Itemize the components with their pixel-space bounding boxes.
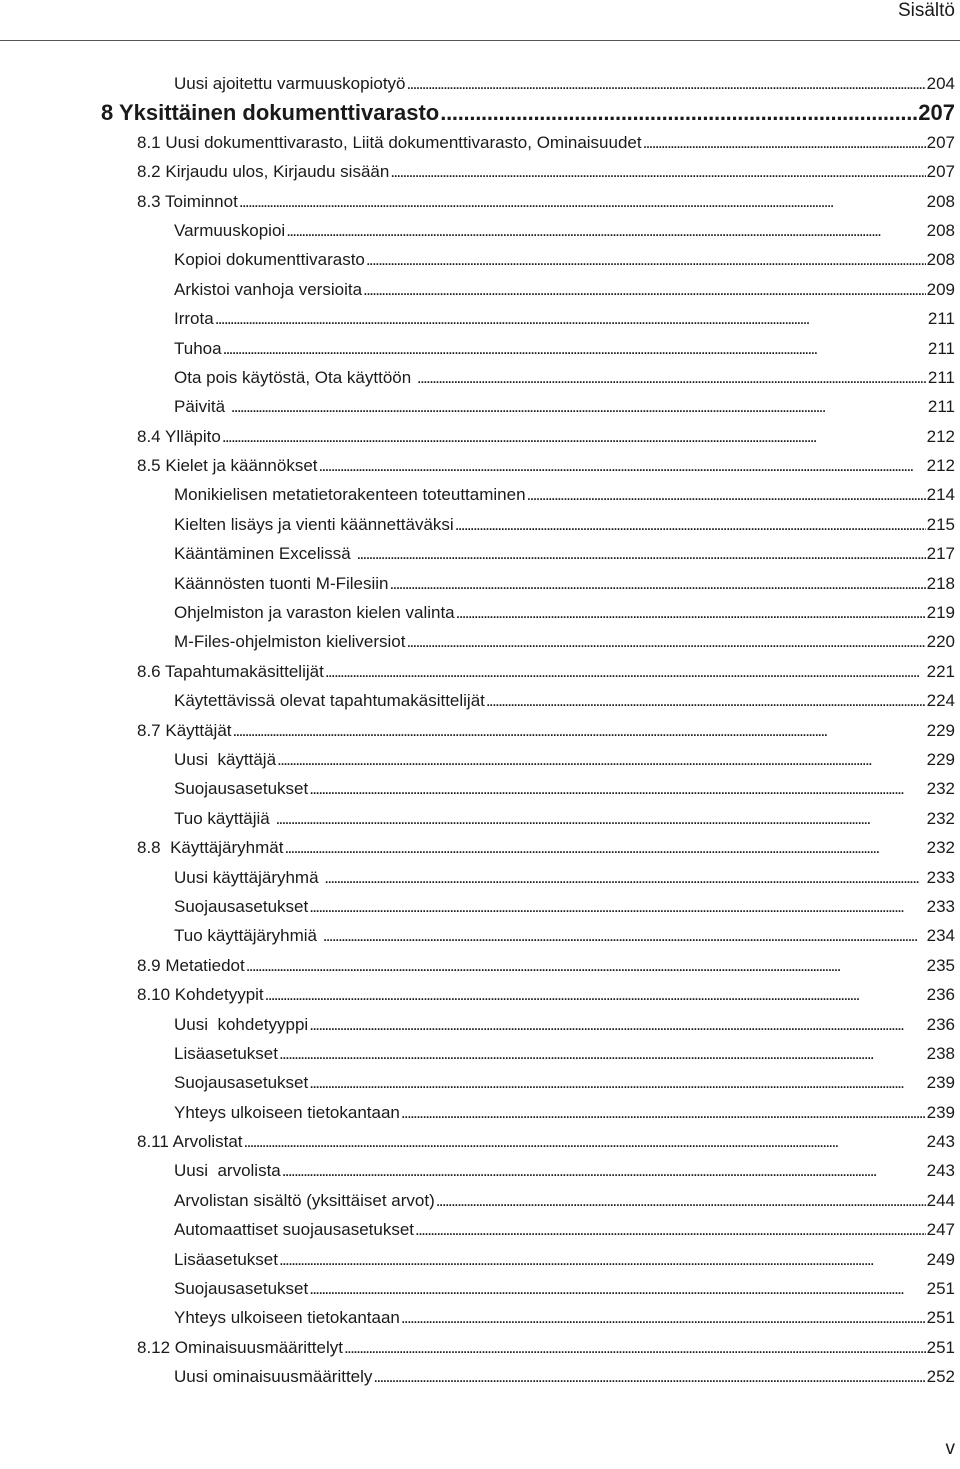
toc-entry-page: 247 <box>926 1220 955 1240</box>
toc-dot-leader <box>390 157 925 186</box>
toc-entry-label: 8.7 Käyttäjät <box>137 720 232 740</box>
toc-entry-label: Tuhoa <box>174 338 222 358</box>
toc-entry[interactable] <box>0 833 960 862</box>
toc-dot-leader <box>244 1127 926 1156</box>
toc-entry-page: 221 <box>926 661 955 681</box>
toc-entry-label: Kopioi dokumenttivarasto <box>174 250 365 270</box>
toc-entry-label: 8.6 Tapahtumakäsittelijät <box>137 661 324 681</box>
toc-entry-page: 208 <box>926 250 955 270</box>
toc-entry-page: 232 <box>926 808 955 828</box>
toc-entry[interactable] <box>0 1245 960 1274</box>
toc-entry-label: M-Files-ohjelmiston kieliversiot <box>174 632 406 652</box>
toc-entry[interactable] <box>0 657 960 686</box>
toc-entry-page: 211 <box>927 397 955 417</box>
toc-entry[interactable] <box>0 598 960 627</box>
toc-entry-page: 236 <box>926 985 955 1005</box>
toc-entry-page: 232 <box>926 779 955 799</box>
toc-entry-page: 207 <box>926 162 955 182</box>
toc-entry-page: 207 <box>926 132 955 152</box>
toc-dot-leader <box>319 451 926 480</box>
toc-dot-leader <box>279 1245 926 1274</box>
toc-entry-page: 235 <box>926 955 955 975</box>
toc-dot-leader <box>390 569 926 598</box>
toc-entry-label: 8.4 Ylläpito <box>137 426 221 446</box>
toc-entry-page: 243 <box>926 1132 955 1152</box>
toc-entry-label: Uusi käyttäjä <box>174 749 277 769</box>
toc-dot-leader <box>344 1333 926 1362</box>
toc-entry-page: 218 <box>926 573 955 593</box>
toc-entry-label: Lisäasetukset <box>174 1249 278 1269</box>
toc-dot-leader <box>246 951 926 980</box>
toc-entry-page: 239 <box>926 1102 955 1122</box>
toc-entry[interactable] <box>0 716 960 745</box>
toc-entry-label: Lisäasetukset <box>174 1043 278 1063</box>
toc-entry[interactable] <box>0 863 960 892</box>
toc-entry-label: Monikielisen metatietorakenteen toteuttaminen <box>174 485 526 505</box>
toc-entry-page: 233 <box>926 867 955 887</box>
toc-entry-page: 232 <box>926 838 955 858</box>
toc-entry[interactable] <box>0 187 960 216</box>
toc-entry-page: 239 <box>926 1073 955 1093</box>
toc-entry-label: 8.8 Käyttäjäryhmät <box>137 838 284 858</box>
toc-entry[interactable] <box>0 275 960 304</box>
toc-entry-page: 234 <box>926 926 955 946</box>
toc-dot-leader <box>282 1156 926 1185</box>
toc-dot-leader <box>275 804 925 833</box>
toc-entry-page: 233 <box>926 896 955 916</box>
toc-entry-label: Tuo käyttäjiä <box>174 808 275 828</box>
toc-entry[interactable] <box>0 304 960 333</box>
toc-entry[interactable] <box>0 1127 960 1156</box>
toc-entry-label: Suojausasetukset <box>174 896 309 916</box>
toc-entry-page: 215 <box>926 514 955 534</box>
toc-dot-leader <box>643 128 926 157</box>
toc-entry-page: 252 <box>926 1367 955 1387</box>
toc-entry[interactable] <box>0 1039 960 1068</box>
toc-entry-label: Varmuuskopioi <box>174 220 286 240</box>
toc-entry-page: 204 <box>926 74 955 93</box>
toc-dot-leader <box>527 480 926 509</box>
toc-entry-label: 8.5 Kielet ja käännökset <box>137 456 318 476</box>
toc-entry-label: 8.12 Ominaisuusmäärittelyt <box>137 1337 343 1357</box>
toc-entry-page: 212 <box>926 426 955 446</box>
toc-dot-leader <box>366 245 926 274</box>
toc-entry[interactable] <box>0 510 960 539</box>
toc-entry-page: 229 <box>926 749 955 769</box>
toc-entry[interactable] <box>0 804 960 833</box>
toc-dot-leader <box>406 627 925 656</box>
toc-dot-leader <box>277 745 926 774</box>
toc-entry-label: Käytettävissä olevat tapahtumakäsittelijät <box>174 691 485 711</box>
toc-entry-page: 214 <box>926 485 955 505</box>
toc-entry-label: Uusi kohdetyyppi <box>174 1014 309 1034</box>
toc-entry-page: 236 <box>926 1014 955 1034</box>
toc-entry[interactable] <box>0 422 960 451</box>
toc-entry[interactable] <box>0 1362 960 1391</box>
toc-dot-leader <box>417 363 927 392</box>
toc-entry-label: Irrota <box>174 309 214 329</box>
toc-entry-page: 217 <box>926 544 955 564</box>
toc-entry-page: 224 <box>926 691 955 711</box>
toc-entry-label: Päivitä <box>174 397 230 417</box>
toc-entry-label: Suojausasetukset <box>174 1073 309 1093</box>
toc-dot-leader <box>286 216 925 245</box>
toc-dot-leader <box>324 863 925 892</box>
toc-entry-page: 208 <box>926 220 955 240</box>
toc-entry-label: Yhteys ulkoiseen tietokantaan <box>174 1308 400 1328</box>
toc-entry[interactable] <box>0 363 960 392</box>
toc-entry-page: 244 <box>926 1190 955 1210</box>
toc-entry[interactable] <box>0 157 960 186</box>
toc-entry-label: Kielten lisäys ja vienti käännettäväksi <box>174 514 454 534</box>
toc-entry[interactable] <box>0 1010 960 1039</box>
toc-entry-label: Tuo käyttäjäryhmiä <box>174 926 322 946</box>
toc-entry-label: Kääntäminen Excelissä <box>174 544 356 564</box>
toc-entry[interactable] <box>0 1098 960 1127</box>
toc-dot-leader <box>309 1068 925 1097</box>
toc-entry[interactable] <box>0 980 960 1009</box>
toc-dot-leader <box>363 275 926 304</box>
toc-entry-page: 251 <box>926 1337 955 1357</box>
toc-entry[interactable] <box>0 69 960 98</box>
toc-dot-leader <box>309 892 925 921</box>
toc-entry-page: 249 <box>926 1249 955 1269</box>
toc-entry-label: Ota pois käytöstä, Ota käyttöön <box>174 367 416 387</box>
toc-entry-label: 8.1 Uusi dokumenttivarasto, Liitä dokumenttivarasto, Ominaisuudet <box>137 132 642 152</box>
toc-entry-page: 211 <box>927 309 955 329</box>
toc-dot-leader <box>486 686 926 715</box>
toc-entry[interactable] <box>0 539 960 568</box>
toc-entry-page: 207 <box>918 100 955 126</box>
toc-dot-leader <box>222 422 926 451</box>
toc-entry[interactable] <box>0 216 960 245</box>
toc-entry-label: 8 Yksittäinen dokumenttivarasto <box>101 100 440 126</box>
toc-entry-label: Ohjelmiston ja varaston kielen valinta <box>174 603 455 623</box>
page-header <box>0 0 960 41</box>
toc-entry-label: Uusi ajoitettu varmuuskopiotyö <box>174 74 406 93</box>
toc-entry-label: Uusi käyttäjäryhmä <box>174 867 324 887</box>
toc-dot-leader <box>401 1098 926 1127</box>
toc-dot-leader <box>279 1039 926 1068</box>
toc-dot-leader <box>440 98 917 127</box>
table-of-contents <box>0 69 960 1392</box>
toc-entry[interactable] <box>0 1068 960 1097</box>
toc-entry-page: 219 <box>926 603 955 623</box>
toc-entry[interactable] <box>0 1186 960 1215</box>
toc-dot-leader <box>456 598 926 627</box>
toc-entry[interactable] <box>0 627 960 656</box>
toc-entry[interactable] <box>0 245 960 274</box>
toc-entry[interactable] <box>0 774 960 803</box>
toc-entry-page: 211 <box>927 367 955 387</box>
toc-entry[interactable] <box>0 892 960 921</box>
toc-entry[interactable] <box>0 745 960 774</box>
toc-entry[interactable] <box>0 951 960 980</box>
toc-dot-leader <box>215 304 927 333</box>
toc-entry[interactable] <box>0 128 960 157</box>
toc-dot-leader <box>309 774 925 803</box>
toc-dot-leader <box>325 657 926 686</box>
toc-entry-label: 8.2 Kirjaudu ulos, Kirjaudu sisään <box>137 162 390 182</box>
toc-dot-leader <box>415 1215 926 1244</box>
toc-entry[interactable] <box>0 921 960 950</box>
toc-entry-page: 243 <box>926 1161 955 1181</box>
toc-dot-leader <box>309 1274 925 1303</box>
toc-entry-label: 8.10 Kohdetyypit <box>137 985 264 1005</box>
toc-dot-leader <box>223 334 927 363</box>
toc-entry[interactable] <box>0 334 960 363</box>
toc-entry-label: Käännösten tuonti M-Filesiin <box>174 573 389 593</box>
toc-entry-label: Suojausasetukset <box>174 1279 309 1299</box>
toc-entry-label: Uusi arvolista <box>174 1161 281 1181</box>
toc-entry[interactable] <box>0 98 960 127</box>
toc-entry-page: 212 <box>926 456 955 476</box>
toc-entry-label: Yhteys ulkoiseen tietokantaan <box>174 1102 400 1122</box>
toc-dot-leader <box>407 69 926 98</box>
header-title: Sisältö <box>897 0 955 21</box>
toc-entry-page: 209 <box>926 279 955 299</box>
toc-dot-leader <box>323 921 926 950</box>
toc-entry[interactable] <box>0 1333 960 1362</box>
toc-entry-page: 208 <box>926 191 955 211</box>
toc-entry-page: 211 <box>927 338 955 358</box>
toc-entry-page: 251 <box>926 1308 955 1328</box>
toc-entry-label: Arkistoi vanhoja versioita <box>174 279 363 299</box>
toc-dot-leader <box>265 980 926 1009</box>
footer-page-number: v <box>945 1438 955 1459</box>
toc-entry-label: 8.9 Metatiedot <box>137 955 245 975</box>
toc-entry[interactable] <box>0 686 960 715</box>
toc-dot-leader <box>231 392 927 421</box>
toc-dot-leader <box>284 833 925 862</box>
toc-entry-page: 238 <box>926 1043 955 1063</box>
toc-entry-label: 8.3 Toiminnot <box>137 191 238 211</box>
toc-dot-leader <box>239 187 926 216</box>
toc-entry[interactable] <box>0 1215 960 1244</box>
toc-entry[interactable] <box>0 1303 960 1332</box>
toc-entry-label: 8.11 Arvolistat <box>137 1132 243 1152</box>
toc-dot-leader <box>233 716 926 745</box>
toc-dot-leader <box>436 1186 926 1215</box>
toc-entry[interactable] <box>0 1156 960 1185</box>
toc-dot-leader <box>373 1362 925 1391</box>
toc-dot-leader <box>401 1303 926 1332</box>
toc-entry[interactable] <box>0 451 960 480</box>
toc-entry[interactable] <box>0 392 960 421</box>
toc-entry[interactable] <box>0 1274 960 1303</box>
toc-entry[interactable] <box>0 569 960 598</box>
toc-entry[interactable] <box>0 480 960 509</box>
toc-entry-page: 220 <box>926 632 955 652</box>
toc-dot-leader <box>356 539 925 568</box>
toc-entry-label: Arvolistan sisältö (yksittäiset arvot) <box>174 1190 435 1210</box>
toc-dot-leader <box>455 510 926 539</box>
toc-dot-leader <box>309 1010 925 1039</box>
toc-entry-page: 229 <box>926 720 955 740</box>
toc-entry-label: Automaattiset suojausasetukset <box>174 1220 415 1240</box>
toc-entry-label: Uusi ominaisuusmäärittely <box>174 1367 373 1387</box>
toc-entry-page: 251 <box>926 1279 955 1299</box>
toc-entry-label: Suojausasetukset <box>174 779 309 799</box>
